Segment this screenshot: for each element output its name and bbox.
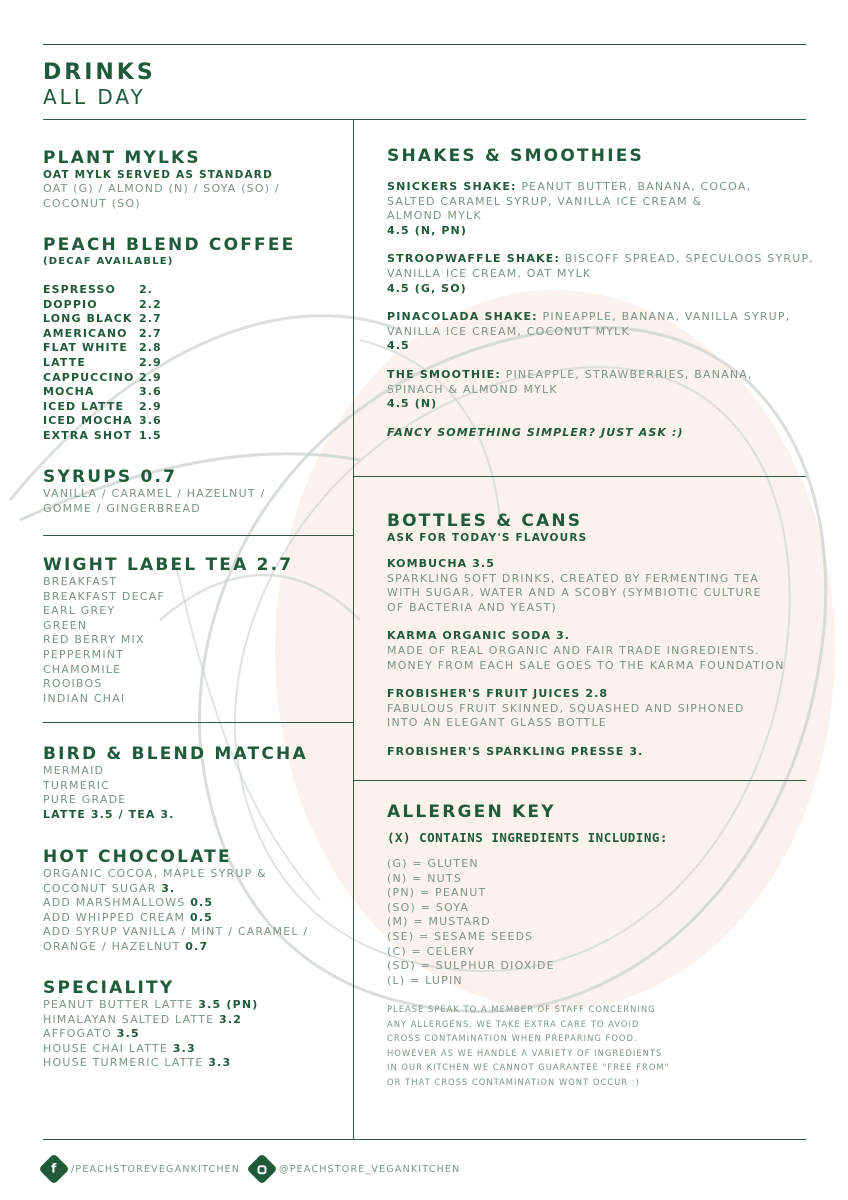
plant-mylks-options-2: COCONUT (SO) — [43, 196, 141, 210]
hot-chocolate-marsh: ADD MARSHMALLOWS 0.5 — [43, 896, 214, 910]
syrups-title: SYRUPS 0.7 — [43, 467, 178, 487]
plant-mylks-title: PLANT MYLKS — [43, 148, 201, 168]
coffee-item-price: 1.5 — [139, 428, 162, 442]
tea-item: INDIAN CHAI — [43, 691, 126, 705]
coffee-item-name: LONG BLACK — [43, 312, 133, 326]
matcha-title: BIRD & BLEND MATCHA — [43, 744, 308, 764]
shakes-list — [387, 180, 827, 412]
tea-item: GREEN — [43, 618, 88, 632]
bottle-desc-line: INTO AN ELEGANT GLASS BOTTLE — [387, 716, 607, 730]
coffee-item — [43, 429, 343, 444]
matcha-item: MERMAID — [43, 764, 105, 777]
header-rule — [43, 119, 806, 120]
hot-chocolate-syrup-2: ORANGE / HAZELNUT 0.7 — [43, 939, 209, 953]
coffee-item — [43, 341, 343, 356]
speciality-item — [43, 1027, 343, 1042]
coffee-item-name: ESPRESSO — [43, 283, 116, 296]
speciality-item-price: 3.5 — [116, 1027, 140, 1041]
hot-chocolate-section — [43, 847, 343, 955]
allergen-notice-line: IN OUR KITCHEN WE CANNOT GUARANTEE "FREE FROM" — [387, 1062, 670, 1073]
allergen-notice-line: PLEASE SPEAK TO A MEMBER OF STAFF CONCERNING — [387, 1004, 656, 1015]
shake-item — [387, 180, 827, 238]
coffee-item-name: DOPPIO — [43, 297, 98, 311]
tea-item: EARL GREY — [43, 604, 116, 618]
shake-desc-line — [387, 195, 827, 210]
speciality-item — [43, 1042, 343, 1057]
allergen-section — [387, 802, 827, 1089]
speciality-item — [43, 998, 343, 1013]
facebook-icon: f — [38, 1153, 69, 1184]
bottle-item — [387, 687, 827, 731]
bottle-name: FROBISHER'S SPARKLING PRESSE 3. — [387, 744, 644, 758]
facebook-handle: /PEACHSTOREVEGANKITCHEN — [71, 1163, 241, 1175]
allergen-key: (M) = MUSTARD — [387, 915, 491, 929]
plant-mylks-options-1: OAT (G) / ALMOND (N) / SOYA (SO) / — [43, 182, 280, 195]
coffee-item-price: 2.9 — [139, 370, 162, 384]
coffee-item-name: ICED MOCHA — [43, 414, 133, 428]
hot-chocolate-syrup-1: ADD SYRUP VANILLA / MINT / CARAMEL / — [43, 925, 309, 939]
speciality-item — [43, 1013, 343, 1028]
speciality-section — [43, 978, 343, 1071]
coffee-decaf-note: (DECAF AVAILABLE) — [43, 256, 174, 267]
coffee-item-price: 3.6 — [139, 385, 162, 399]
shake-desc: SPINACH & ALMOND MYLK — [387, 382, 558, 396]
coffee-item-price: 3.6 — [139, 414, 162, 428]
coffee-item-name: MOCHA — [43, 385, 95, 399]
tea-section — [43, 555, 343, 706]
shake-desc-line — [387, 267, 827, 282]
coffee-item — [43, 400, 343, 415]
right-rule-1 — [353, 476, 806, 477]
coffee-item — [43, 356, 343, 371]
allergen-notice — [387, 1002, 827, 1089]
allergen-key: (SE) = SESAME SEEDS — [387, 929, 534, 943]
bottle-desc-line: MONEY FROM EACH SALE GOES TO THE KARMA FOUNDATION — [387, 658, 785, 672]
coffee-item-name: ICED LATTE — [43, 399, 125, 413]
coffee-item — [43, 283, 343, 298]
hot-chocolate-desc-1: ORGANIC COCOA, MAPLE SYRUP & — [43, 867, 267, 880]
speciality-item-name: HOUSE CHAI LATTE — [43, 1041, 169, 1055]
bottle-item — [387, 745, 827, 760]
footer-instagram[interactable] — [251, 1158, 460, 1180]
coffee-item-price: 2.7 — [139, 312, 162, 326]
shakes-note: FANCY SOMETHING SIMPLER? JUST ASK :) — [387, 425, 684, 439]
coffee-item-price: 2.2 — [139, 297, 162, 311]
instagram-icon — [246, 1153, 277, 1184]
shake-name: PINACOLADA SHAKE: — [387, 310, 538, 324]
speciality-item-name: HIMALAYAN SALTED LATTE — [43, 1012, 215, 1026]
plant-mylks-standard: OAT MYLK SERVED AS STANDARD — [43, 169, 274, 181]
bottle-name: KOMBUCHA 3.5 — [387, 557, 495, 570]
instagram-handle: @PEACHSTORE_VEGANKITCHEN — [279, 1163, 461, 1175]
bottle-desc-line: FABULOUS FRUIT SKINNED, SQUASHED AND SIPHONED — [387, 701, 745, 715]
shake-price: 4.5 — [387, 339, 410, 353]
matcha-list — [43, 764, 343, 808]
right-rule-2 — [353, 780, 806, 781]
shake-desc: PEANUT BUTTER, BANANA, COCOA, — [521, 180, 752, 193]
allergen-notice-line: OR THAT CROSS CONTAMINATION WONT OCCUR :) — [387, 1076, 640, 1087]
allergen-key: (PN) = PEANUT — [387, 886, 487, 900]
tea-title: WIGHT LABEL TEA 2.7 — [43, 555, 294, 575]
shake-price: 4.5 (N, PN) — [387, 223, 467, 237]
bottle-desc-line: OF BACTERIA AND YEAST) — [387, 600, 557, 614]
shake-item — [387, 368, 827, 412]
bottle-name: FROBISHER'S FRUIT JUICES 2.8 — [387, 687, 609, 701]
speciality-item-name: AFFOGATO — [43, 1027, 113, 1041]
shake-desc-line — [387, 368, 827, 383]
shake-name: THE SMOOTHIE: — [387, 367, 501, 381]
page-subtitle: ALL DAY — [43, 85, 146, 109]
coffee-section — [43, 235, 343, 444]
syrups-options-2: GOMME / GINGERBREAD — [43, 501, 201, 515]
matcha-prices: LATTE 3.5 / TEA 3. — [43, 807, 175, 821]
allergen-key: (G) = GLUTEN — [387, 857, 479, 870]
hot-chocolate-title: HOT CHOCOLATE — [43, 847, 232, 867]
shake-desc-line — [387, 383, 827, 398]
page-title: DRINKS — [43, 60, 156, 85]
coffee-item-name: LATTE — [43, 355, 86, 369]
allergen-notice-line: ANY ALLERGENS. WE TAKE EXTRA CARE TO AVOID — [387, 1018, 640, 1029]
bottles-sub: ASK FOR TODAY'S FLAVOURS — [387, 532, 588, 544]
shake-price: 4.5 (N) — [387, 397, 438, 411]
shake-desc: PINEAPPLE, BANANA, VANILLA SYRUP, — [542, 310, 791, 324]
allergen-key: (SO) = SOYA — [387, 900, 470, 914]
coffee-item-name: CAPPUCCINO — [43, 370, 135, 384]
allergen-list — [387, 857, 827, 988]
tea-item: ROOIBOS — [43, 677, 103, 691]
column-divider — [353, 119, 354, 1140]
coffee-item-name: EXTRA SHOT — [43, 428, 133, 442]
shake-desc-line — [387, 180, 827, 195]
bottom-rule — [43, 1139, 806, 1140]
coffee-list — [43, 283, 343, 444]
shake-item — [387, 310, 827, 354]
tea-item: PEPPERMINT — [43, 647, 125, 661]
speciality-item-price: 3.3 — [172, 1041, 196, 1055]
coffee-item — [43, 327, 343, 342]
bottle-desc-line: MADE OF REAL ORGANIC AND FAIR TRADE INGREDIENTS. — [387, 643, 760, 657]
shake-name: SNICKERS SHAKE: — [387, 180, 517, 193]
shake-item — [387, 252, 827, 296]
coffee-item-price: 2. — [139, 283, 154, 296]
bottles-list — [387, 557, 827, 760]
allergen-title: ALLERGEN KEY — [387, 802, 556, 822]
footer-facebook[interactable] — [43, 1158, 240, 1180]
syrups-section — [43, 467, 343, 516]
bottle-item — [387, 557, 827, 615]
shake-desc: BISCOFF SPREAD, SPECULOOS SYRUP, — [564, 252, 814, 266]
left-rule-2 — [43, 722, 353, 723]
allergen-key: (C) = CELERY — [387, 944, 476, 958]
coffee-item-name: FLAT WHITE — [43, 341, 128, 355]
left-rule-1 — [43, 535, 353, 536]
cream-price: 0.5 — [189, 910, 214, 924]
speciality-item-price: 3.3 — [208, 1056, 232, 1070]
syrup-price: 0.7 — [185, 939, 209, 953]
speciality-list — [43, 998, 343, 1071]
coffee-item — [43, 312, 343, 327]
allergen-key: (L) = LUPIN — [387, 973, 463, 987]
bottles-title: BOTTLES & CANS — [387, 511, 583, 531]
shake-desc: ALMOND MYLK — [387, 209, 482, 223]
shake-desc: SALTED CARAMEL SYRUP, VANILLA ICE CREAM & — [387, 194, 703, 208]
top-rule — [43, 44, 806, 45]
shake-desc: VANILLA ICE CREAM, OAT MYLK — [387, 266, 592, 280]
speciality-title: SPECIALITY — [43, 978, 175, 998]
hot-chocolate-price: 3. — [161, 881, 176, 895]
allergen-notice-line: CROSS CONTAMINATION WHEN PREPARING FOOD. — [387, 1033, 638, 1044]
coffee-item — [43, 371, 343, 386]
coffee-item-price: 2.9 — [139, 399, 162, 413]
coffee-item — [43, 385, 343, 400]
shakes-section — [387, 146, 827, 440]
shake-desc: VANILLA ICE CREAM, COCONUT MYLK — [387, 324, 630, 338]
matcha-item: PURE GRADE — [43, 793, 127, 807]
coffee-item — [43, 414, 343, 429]
coffee-item-price: 2.7 — [139, 326, 162, 340]
syrups-options-1: VANILLA / CARAMEL / HAZELNUT / — [43, 487, 266, 500]
allergen-notice-line: HOWEVER AS WE HANDLE A VARIETY OF INGREDIENTS — [387, 1047, 663, 1058]
shake-desc-line — [387, 252, 827, 267]
shake-desc-line — [387, 310, 827, 325]
speciality-item-name: PEANUT BUTTER LATTE — [43, 998, 194, 1011]
matcha-section — [43, 744, 343, 822]
tea-item: CHAMOMILE — [43, 662, 122, 676]
shake-desc-line — [387, 325, 827, 340]
matcha-item: TURMERIC — [43, 778, 111, 792]
tea-item: BREAKFAST DECAF — [43, 589, 165, 603]
speciality-item-price: 3.5 (PN) — [198, 998, 259, 1011]
tea-item: BREAKFAST — [43, 575, 118, 588]
bottle-desc-line: WITH SUGAR, WATER AND A SCOBY (SYMBIOTIC CULTURE — [387, 586, 762, 600]
bottle-name: KARMA ORGANIC SODA 3. — [387, 629, 571, 643]
plant-mylks-section — [43, 148, 343, 211]
coffee-item-price: 2.9 — [139, 355, 162, 369]
coffee-item-price: 2.8 — [139, 341, 162, 355]
speciality-item-name: HOUSE TURMERIC LATTE — [43, 1056, 204, 1070]
marsh-price: 0.5 — [190, 896, 214, 910]
hot-chocolate-cream: ADD WHIPPED CREAM 0.5 — [43, 910, 214, 924]
bottles-section — [387, 511, 827, 774]
coffee-item-name: AMERICANO — [43, 326, 128, 340]
bottle-desc-line: SPARKLING SOFT DRINKS, CREATED BY FERMENTING TEA — [387, 571, 760, 585]
shake-desc: PINEAPPLE, STRAWBERRIES, BANANA, — [505, 367, 753, 381]
shakes-title: SHAKES & SMOOTHIES — [387, 146, 644, 166]
allergen-contains: (X) CONTAINS INGREDIENTS INCLUDING: — [387, 830, 668, 845]
bottle-item — [387, 629, 827, 673]
shake-name: STROOPWAFFLE SHAKE: — [387, 252, 561, 266]
shake-desc-line — [387, 209, 827, 224]
shake-price: 4.5 (G, SO) — [387, 281, 467, 295]
tea-item: RED BERRY MIX — [43, 633, 145, 647]
coffee-item — [43, 298, 343, 313]
speciality-item — [43, 1056, 343, 1071]
speciality-item-price: 3.2 — [219, 1012, 243, 1026]
allergen-key: (SD) = SULPHUR DIOXIDE — [387, 959, 555, 973]
tea-list — [43, 575, 343, 706]
allergen-key: (N) = NUTS — [387, 871, 463, 885]
hot-chocolate-desc-2: COCONUT SUGAR 3. — [43, 881, 176, 895]
coffee-title: PEACH BLEND COFFEE — [43, 235, 296, 255]
